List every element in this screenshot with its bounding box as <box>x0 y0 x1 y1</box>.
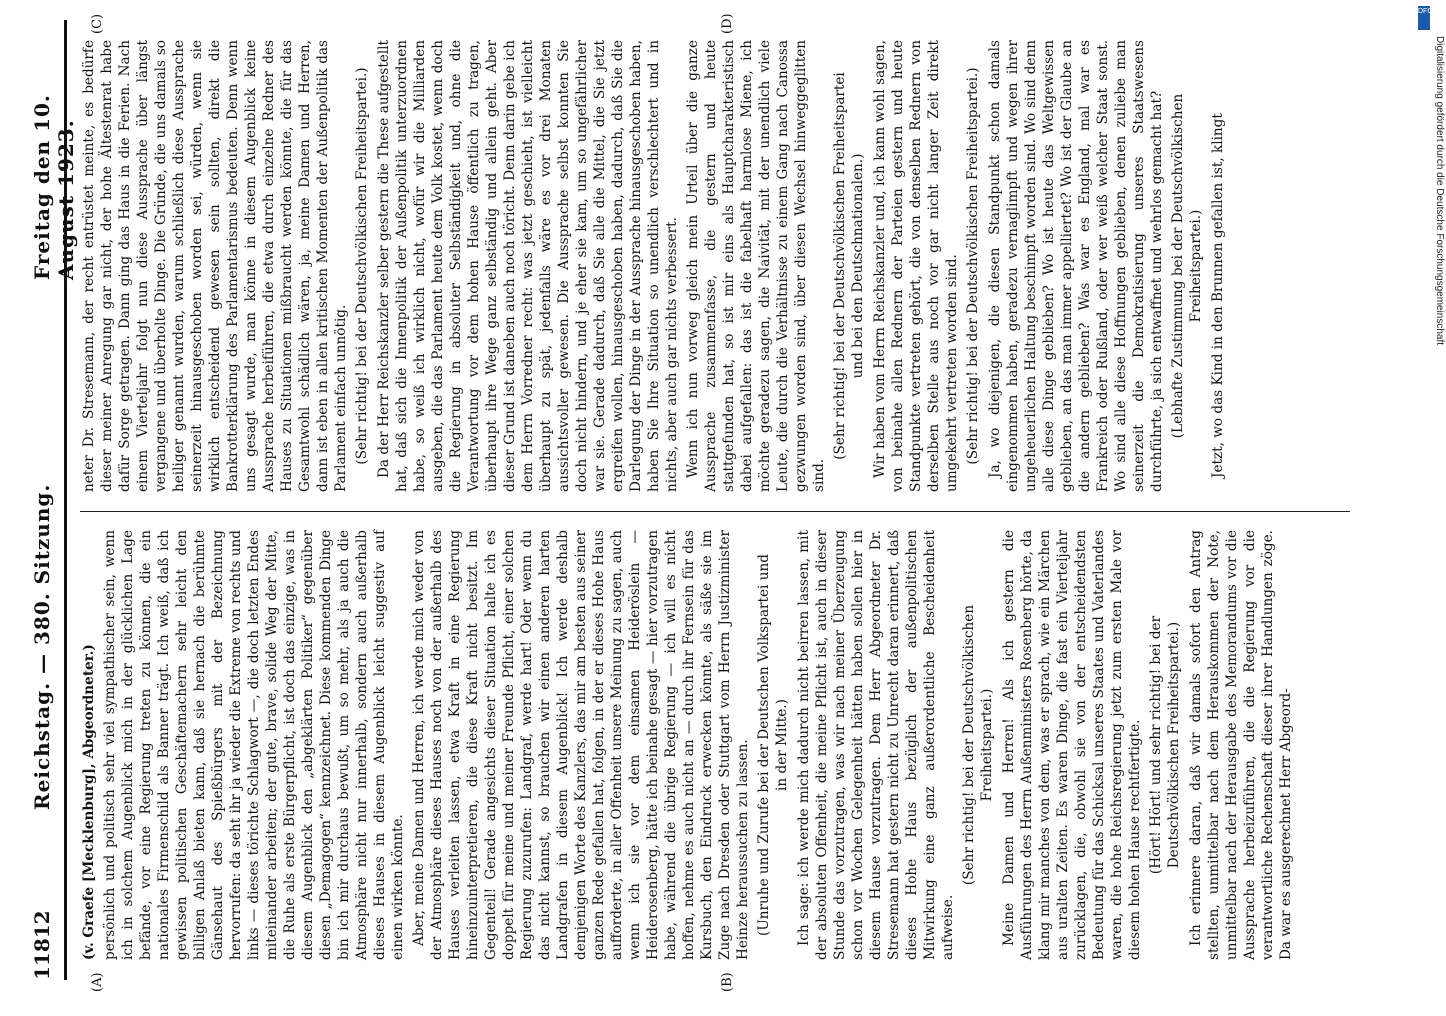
paragraph-text: (Unruhe und Zurufe bei der Deutschen Volkspartei und in der Mitte.) <box>756 554 790 936</box>
column-divider <box>80 511 1350 512</box>
digitization-credit <box>1418 36 1445 996</box>
paragraph-text: (Sehr richtig! bei der Deutschvölkischen Freiheitspartei.) <box>354 67 370 465</box>
paragraph <box>80 40 350 492</box>
parliament-remark <box>1169 60 1205 472</box>
paragraph-text: (Sehr richtig! bei der Deutschvölkischen Freiheitspartei.) <box>961 604 995 886</box>
parliament-remark <box>755 550 791 940</box>
paragraph-text: Jetzt, wo das Kind in den Brunnen gefallen ist, klingt <box>1210 113 1226 478</box>
paragraph <box>684 40 828 492</box>
page-header <box>22 20 78 980</box>
paragraph <box>375 40 681 492</box>
paragraph-text: (Sehr richtig! bei der Deutschvölkischen Freiheitspartei.) <box>965 67 981 465</box>
paragraph-text: Meine Damen und Herren! Als ich gestern die Ausführungen des Herrn Außenministers Rosenberg hörte, da klang mir manches von dem, was er sprach, wie ein Märchen aus uralten Zeiten. Es waren Dinge, die fast ein Vierteljahr zurücklagen, die, obwohl sie von der entscheidendsten Bedeutung für das Schicksal unseres Staates und Vaterlandes waren, die hohe Reichsregierung jetzt zum ersten Male vor diesem hohen Hause rechtfertigte. <box>1001 530 1143 960</box>
page-number: 11812 <box>30 910 54 980</box>
paragraph <box>871 40 961 492</box>
parliament-remark <box>831 60 867 472</box>
paragraph-text: Ich erinnere daran, daß wir damals sofort den Antrag stellten, unmittelbar nach dem Herauskommen der Note, unmittelbar nach der Herausgabe des Memorandums vor die Aussprache herbeizuführen, die die Regierung vor die verantwortliche Rechenschaft dieser ihrer Handlungen zöge. Da war es ausgerechnet Herr Abgeord- <box>1188 530 1294 960</box>
header-rule <box>64 20 67 980</box>
credit-text: Digitalisierung gefördert durch die Deutsche Forschungsgemeinschaft <box>1434 36 1445 346</box>
paragraph <box>80 530 98 960</box>
left-text-column <box>80 530 1360 960</box>
parliament-remark <box>964 60 982 472</box>
paragraph-text: Ich sage: ich werde mich dadurch nicht beirren lassen, mit der absoluten Offenheit, die meine Pflicht ist, auch in dieser Stunde das vorzutragen, was wir nach meiner Überzeugung schon vor Wochen Gelegenheit hätten haben sollen hier in diesem Hause vorzutragen. Dem Herr Abgeordneter Dr. Stresemann hat gestern nicht zu Unrecht daran erinnert, daß dieses Hohe Haus bezüglich der außenpolitischen Mitwirkung eine ganz außerordentliche Bescheidenheit aufweise. <box>796 530 956 960</box>
paragraph-text: Wir haben vom Herrn Reichskanzler und, ich kann wohl sagen, von beinahe allen Rednern der Parteien gestern und heute Standpunkte vertreten gehört, die von denselben Rednern von derselben Stelle aus noch vor gar nicht langer Zeit direkt umgekehrt vertreten worden sind. <box>872 40 960 492</box>
margin-marker-a: (A) <box>90 972 105 992</box>
margin-marker-d: (D) <box>720 13 735 34</box>
paragraph <box>795 530 957 960</box>
parliament-remark <box>353 60 371 472</box>
parliament-remark <box>1147 550 1183 940</box>
paragraph-text: Wenn ich nun vorweg gleich mein Urteil über die ganze Aussprache zusammenfasse, die gestern und heute stattgefunden hat, so ist mir eins als Hauptcharakteristisch dabei aufgefallen: das ist die fabelhaft harmlose Miene, ich möchte geradezu sagen, die Naivität, mit der unendlich viele Leute, die durch die Verhältnisse zu einem Gang nach Canossa gezwungen worden sind, über diesen Wechsel hinweggeglitten sind. <box>685 40 827 492</box>
paragraph <box>986 40 1166 492</box>
session-date: Freitag den 10. August 1923. <box>30 94 78 280</box>
margin-marker-b: (B) <box>720 972 735 992</box>
paragraph-text: (Hört! Hört! und sehr richtig! bei der Deutschvölkischen Freiheitspartei.) <box>1148 615 1182 875</box>
paragraph-text: persönlich und politisch sehr viel sympathischer sein, wenn ich in solchem Augenblick mich in der glücklichen Lage befände, vor eine Regierung treten zu können, die ein nationales Firmenschild als Banner trägt. Ich weiß, daß ich gewissen politischen Geschäftemachern sehr leicht den billigen Anlaß bieten kann, daß sie hernach die berühmte Gänsehaut des Spießbürgers mit der Bezeichnung hervorrufen: da seht ihr ja wieder die Extreme von rechts und links — dieses törichte Schlagwort —, die doch letzten Endes miteinander arbeiten; der gute, brave, solide Weg der Mitte, die Ruhe als erste Bürgerpflicht, ist doch das einzige, was in diesem Augenblick den „abgeklärten Politiker“ gegenüber diesen „Demagogen“ kennzeichnet. Diese kommenden Dinge bin ich mir durchaus bewußt, um so mehr, als ja auch die Atmosphäre nicht nur innerhalb, sondern auch außerhalb dieses Hauses in diesem Augenblick leicht suggestiv auf einen wirken könnte. <box>102 530 406 960</box>
paragraph-text: Da der Herr Reichskanzler selber gestern die These aufgestellt hat, daß sich die Innenpolitik der Außenpolitik unterzuordnen habe, so weiß ich wirklich nicht, wofür wir die Milliarden ausgeben, die das Parlament heute dem Volk kostet, wenn doch die Regierung in absoluter Selbständigkeit und, ohne die Verantwortung vor dem hohen Hause öffentlich zu tragen, überhaupt ihre Wege ganz selbständig und allein geht. Aber dieser Grund ist daneben auch noch töricht. Denn darin gebe ich dem Herrn Vorredner recht: was jetzt geschieht, ist vielleicht überhaupt zu spät, jedenfalls wäre es vor drei Monaten aussichtsvoller gewesen. Die Aussprache selbst konnten Sie doch nicht hindern, und je eher sie kam, um so ungefährlicher war sie. Gerade dadurch, daß Sie alle die Mittel, die Sie jetzt ergreifen wollen, hinausgeschoben haben, dadurch, daß Sie die Darlegung der Dinge in der Aussprache hinausgeschoben haben, haben Sie Ihre Situation so unendlich verschlechtert und in nichts, aber auch gar nichts verbessert. <box>376 40 680 492</box>
parliament-remark <box>960 550 996 940</box>
paragraph <box>1000 530 1144 960</box>
paragraph <box>1187 530 1295 960</box>
paragraph <box>101 530 407 960</box>
paragraph-text: Ja, wo diejenigen, die diesen Standpunkt schon damals eingenommen haben, geradezu vernaglimpft und wegen ihrer ungeheuerlichen Haltung beschimpft worden sind. Wo sind denn alle diese Dinge geblieben? Wo ist heute das Weltgewissen geblieben, an das man immer appelliertet? Wo ist der Glaube an die andern geblieben? Was war es England, mal war es Frankreich oder Rußland, oder wer weiß welcher Staat sonst. Wo sind alle diese Hoffnungen geblieben, denen zuliebe man seinerzeit die Demokratisierung unseres Staatswesens durchführte, ja sich entwaffnet und wehrlos gemacht hat? <box>987 40 1165 492</box>
right-text-column <box>80 40 1360 492</box>
speaker-name: (v. Graefe [Mecklenburg], Abgeordneter.) <box>81 644 97 960</box>
paragraph-text: neter Dr. Stresemann, der recht entrüstet meinte, es bedürfe dieser meiner Anregung gar nicht, der hohe Ältestenrat habe dafür Sorge getragen. Dann ging das Haus in die Ferien. Nach einem Vierteljahr folgt nun diese Aussprache über längst vergangene und überholte Dinge. Die Gründe, die uns damals so heiliger genannt wurden, warum schließlich diese Aussprache seinerzeit hinausgeschoben worden sei, würden, wenn sie wirklich entscheidend gewesen sein sollten, direkt die Bankrotterklärung des Parlamentarismus bedeuten. Denn wenn uns gesagt wurde, man könne in diesem Augenblick keine Aussprache herbeiführen, die etwa durch einzelne Redner des Hauses zu Situationen mißbraucht werden könnte, die für das Gesamtwohl schädlich wären, ja, meine Damen und Herren, dann ist eben in allen kritischen Momenten der Außenpolitik das Parlament einfach unnötig. <box>81 40 349 492</box>
paragraph-text: Aber, meine Damen und Herren, ich werde mich weder von der Atmosphäre dieses Hauses noch von der außerhalb des Hauses verleiten lassen, etwa Kraft in eine Regierung hineinzuinterpretieren, die diese Kraft nicht besitzt. Im Gegenteil! Gerade angesichts dieser Situation halte ich es doppelt für meine und meiner Freunde Pflicht, einer solchen Regierung zuzurufen: Landgraf, werde hart! Oder wenn du das nicht kannst, so brauchen wir einen anderen harten Landgrafen in diesem Augenblick! Ich werde deshalb demjenigen Worte des Kanzlers, das mir am besten aus seiner ganzen Rede gefallen hat, folgen, in der er dieses Hohe Haus aufforderte, in aller Offenheit unsere Meinung zu sagen, auch wenn ich sie vor dem einsamen Heideröslein — Heiderosenberg, hätte ich beinahe gesagt — hier vorzutragen habe, während die übrige Regierung — ich will es nicht hoffen, nehme es auch nicht an — durch ihr Fernsein für das Kursbuch, den Eindruck erwecken könnte, als säße sie im Zuge nach Dresden oder Stuttgart vom Herrn Justizminister Heinze heraussuchen zu lassen. <box>411 530 751 960</box>
paragraph <box>410 530 752 960</box>
session-title: Reichstag. — 380. Sitzung. <box>30 483 54 810</box>
dfg-logo: DFG <box>1418 6 1430 30</box>
margin-marker-c: (C) <box>90 13 105 34</box>
paragraph <box>1209 40 1227 492</box>
paragraph-text: (Sehr richtig! bei der Deutschvölkischen Freiheitspartei und bei den Deutschnationalen.) <box>832 72 866 460</box>
paragraph-text: (Lebhafte Zustimmung bei der Deutschvölkischen Freiheitspartei.) <box>1170 93 1204 439</box>
